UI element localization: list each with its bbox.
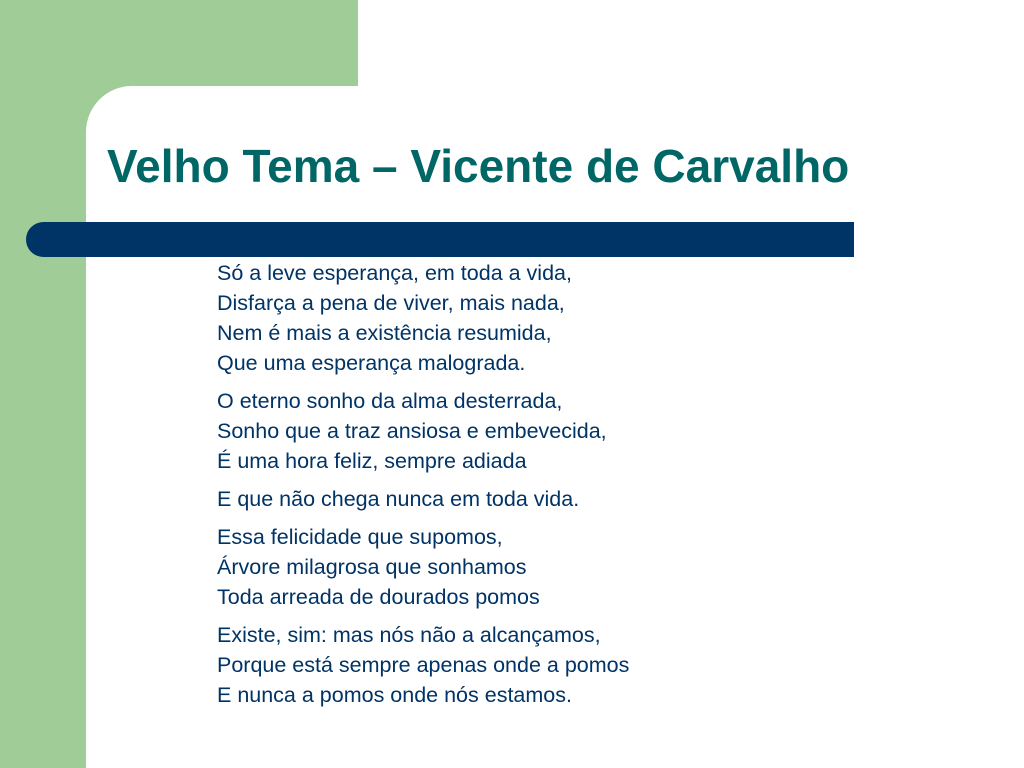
poem-line: Porque está sempre apenas onde a pomos — [217, 653, 630, 677]
poem-line: Toda arreada de dourados pomos — [217, 585, 540, 609]
title-underline-bar — [26, 222, 854, 257]
poem-line: E que não chega nunca em toda vida. — [217, 487, 580, 511]
poem-line: Sonho que a traz ansiosa e embevecida, — [217, 419, 607, 443]
poem-text — [217, 258, 629, 710]
poem-line: Nem é mais a existência resumida, — [217, 321, 552, 345]
poem-line: Árvore milagrosa que sonhamos — [217, 555, 527, 579]
slide-title: Velho Tema – Vicente de Carvalho — [107, 140, 850, 192]
poem-line: Disfarça a pena de viver, mais nada, — [217, 291, 565, 315]
poem-line: Essa felicidade que supomos, — [217, 525, 503, 549]
poem-line: É uma hora feliz, sempre adiada — [217, 449, 527, 473]
poem-line: E nunca a pomos onde nós estamos. — [217, 683, 572, 707]
poem-line: Existe, sim: mas nós não a alcançamos, — [217, 623, 601, 647]
poem-line: Que uma esperança malograda. — [217, 351, 526, 375]
poem-line: Só a leve esperança, em toda a vida, — [217, 261, 572, 285]
poem-line: O eterno sonho da alma desterrada, — [217, 389, 563, 413]
